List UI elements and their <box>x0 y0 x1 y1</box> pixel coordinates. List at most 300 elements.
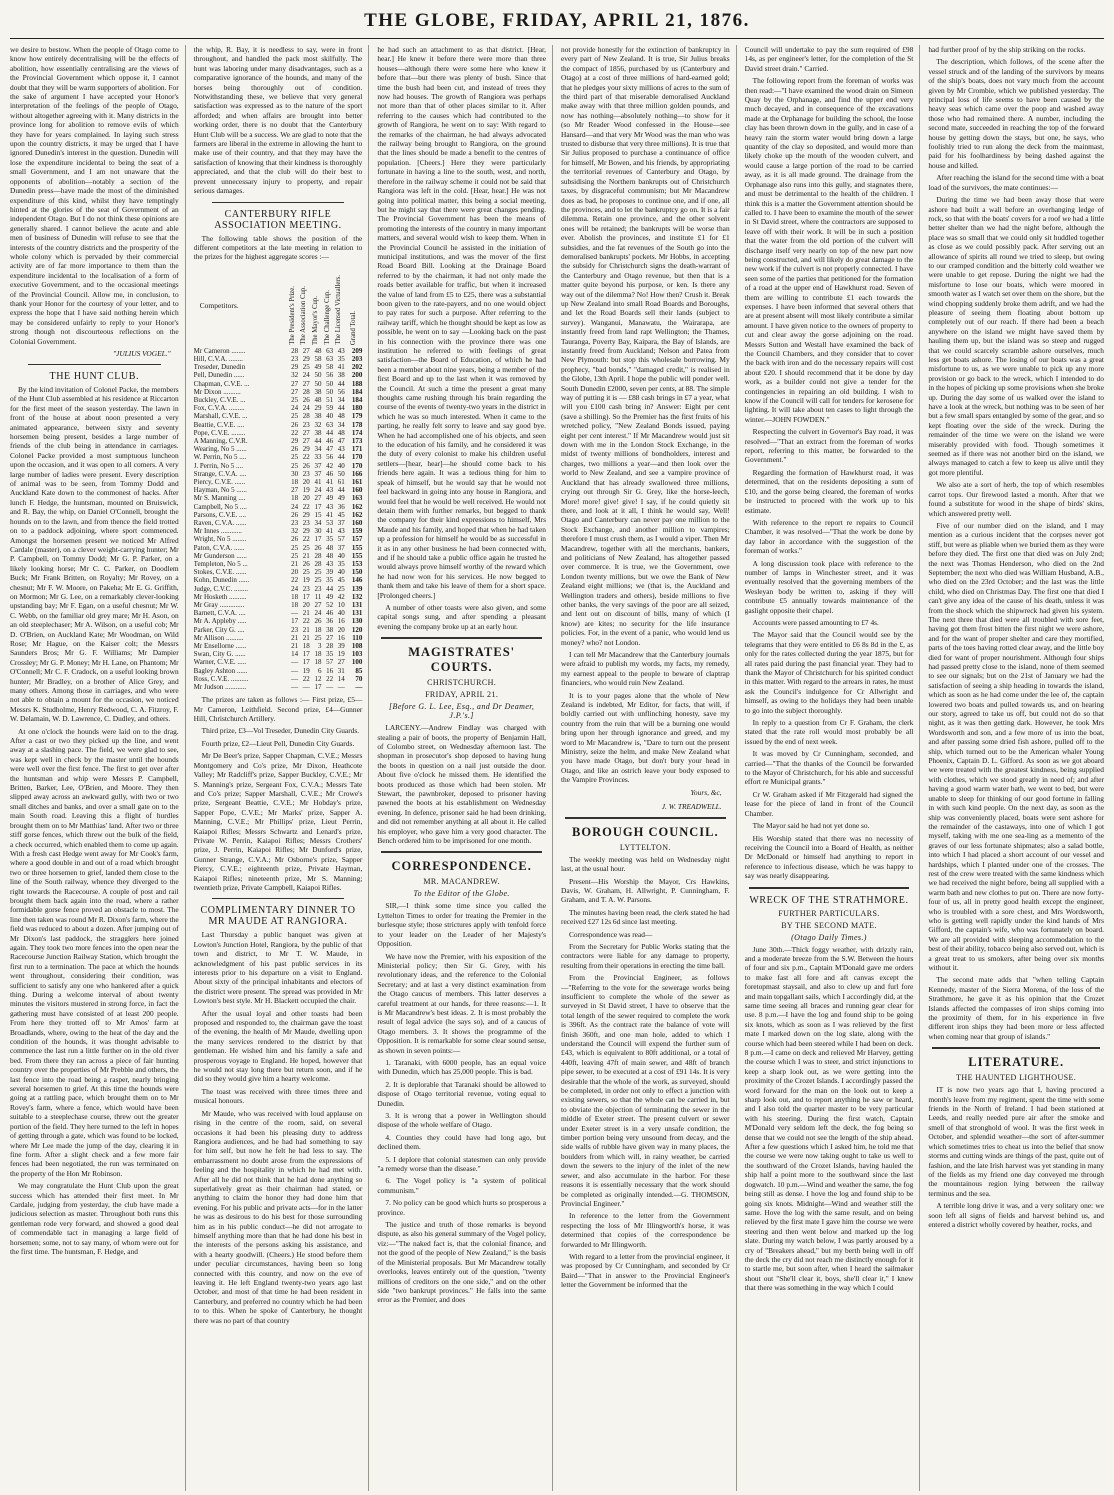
competitor-name: Mr Gray .............. <box>193 601 245 610</box>
table-row <box>194 675 363 683</box>
grand-total-cell: 188 <box>351 379 363 388</box>
signature: Yours, &c, <box>690 787 722 797</box>
score-cell: 35 <box>326 650 334 659</box>
table-row <box>194 380 363 388</box>
score-cell: 28 <box>314 560 322 568</box>
score-cell: 23 <box>302 518 310 527</box>
score-cell: 25 <box>291 551 299 560</box>
score-cell: 35 <box>326 535 334 544</box>
score-cell: 39 <box>337 642 345 651</box>
competitor-name: Treseder, Dunedin <box>193 363 246 372</box>
grand-total-cell: 160 <box>351 486 363 495</box>
grand-total-cell: 171 <box>351 445 363 454</box>
score-cell: 28 <box>302 412 310 421</box>
score-cell: 39 <box>326 568 334 577</box>
score-cell: 28 <box>326 642 334 651</box>
table-row <box>194 683 363 691</box>
article-paragraph: Present—His Worship the Mayor, Crs Hawkins, Davis, W. Graham, H. Allwright, P. Cunningham, F. Graham, and T. A. W. Parsons. <box>561 876 730 905</box>
score-cell: 31 <box>337 666 345 675</box>
score-cell: 27 <box>337 658 345 667</box>
grand-total-cell: 155 <box>351 543 363 552</box>
article-paragraph: Fourth prize, £2—Lieut Pell, Dunedin City Guards. <box>201 738 355 748</box>
score-cell: 40 <box>337 609 345 618</box>
signature: J. W. TREADWELL. <box>661 801 722 811</box>
score-cell: 43 <box>337 445 345 454</box>
table-row <box>194 445 363 453</box>
score-cell: 18 <box>291 601 299 610</box>
score-cell: 63 <box>326 346 334 355</box>
score-cell: 24 <box>314 609 322 618</box>
score-cell: 22 <box>291 576 299 585</box>
score-cell: 36 <box>337 502 345 511</box>
score-cell: 41 <box>326 477 334 486</box>
section-subheading: To the Editor of the Globe. <box>413 889 510 899</box>
score-cell: 40 <box>337 461 345 470</box>
score-cell: 27 <box>291 387 299 396</box>
article-paragraph: The Mayor said he had not yet done so. <box>752 821 870 831</box>
table-row <box>194 642 363 650</box>
score-cell: 27 <box>302 379 310 388</box>
score-cell: 50 <box>314 379 322 388</box>
score-cell: 56 <box>326 371 334 380</box>
grand-total-cell: 173 <box>351 436 363 445</box>
score-cell: 43 <box>326 486 334 495</box>
article-paragraph: The second mate adds that "when telling Captain Kennedy, master of the Sierra Morena, of the loss of the Strathmore, he gave it as his opinion that the Crozet Islands affected the compasses of iron ships coming into the proximity of them, for in his experience in five different iron ships they had been more or less affected when coming near that group of islands." <box>928 975 1104 1041</box>
column-header: The President's Prize. <box>288 285 296 345</box>
score-cell: 37 <box>337 543 345 552</box>
competitor-name: Strange, C.V.A. .... <box>193 469 247 478</box>
article-paragraph: 7. No policy can be good which hurts so prosperous a province. <box>377 1198 546 1217</box>
grand-total-cell: 153 <box>351 560 363 568</box>
score-cell: 56 <box>337 387 345 396</box>
score-cell: 20 <box>302 494 310 503</box>
score-cell: 38 <box>337 371 345 380</box>
score-cell: 34 <box>314 518 322 527</box>
score-cell: 49 <box>337 494 345 503</box>
competitor-name: Marshall, C.V.E. ... <box>193 412 248 421</box>
columns <box>10 39 1104 1491</box>
competitor-name: Mr Gunderson ...... <box>193 551 247 560</box>
grand-total-cell: 170 <box>351 461 363 470</box>
score-cell: 44 <box>314 436 322 445</box>
table-row <box>194 404 363 412</box>
competitor-name: Parsons, C.V.E. .... <box>193 510 247 519</box>
table-row <box>194 412 363 420</box>
score-cell: 61 <box>337 477 345 486</box>
competitor-name: Beattie, C.V.E. .... <box>193 420 245 429</box>
table-row <box>194 650 363 658</box>
table-row <box>194 421 363 429</box>
competitor-name: Campbell, No 5 .... <box>193 502 247 511</box>
score-cell: 35 <box>337 354 345 363</box>
score-cell: 29 <box>302 527 310 536</box>
article-paragraph: the whip, R. Bay, it is needless to say, were in front throughout, and handled the pack most skilfully. The hunt was laboring under many disadvantages, such as a comparative ignorance of the hounds, and many of the horses being thoroughly out of condition. Notwithstanding these, we believe that very general satisfaction was expressed as to the nature of the sport afforded; and when affairs are brought into better working order, there is no doubt that the Canterbury Hunt Club will be a success. We are glad to note that the farmers are liberal in the extreme in allowing the hunt to make use of their country, and that they may have the satisfaction of knowing that their kindness is thoroughly appreciated, and that the club will do their best to prevent unnecessary injury to property, and repair serious damages. <box>193 45 363 196</box>
score-cell: — <box>337 683 345 692</box>
score-cell: 25 <box>291 395 299 404</box>
article-paragraph: The following report from the foreman of works was then read:—"I have examined the wood drain on Simeon Quay by the Orphanage, and find the upper end very much decayed, and in consequence of the excavations made at the Orphanage for building the school, the loose clay has been thrown down in the gully, and in case of a heavy rain the storm water would bring down a large quantity of the clay so deposited, and would more than likely choke up the mouth of the wooden culvert, and would cause a large portion of the road to be carried away, as it is all made ground. The drainage from the Orphanage also runs into this gully, and stagnates there, and must be detrimental to the health of the children. I think this is a matter the Government attention should be called to. I have been to examine the mouth of the sewer in St David street, where the contractors are supposed to leave off with their work. It will be in such a position that the water from the old portion of the culvert will discharge itself very nearly on top of the new part now being constructed, and will likely do great damage to the new work if the culvert is not properly connected. I have seen some of the parties that petitioned for the formation of a road at the upper end of Hawkhurst road. Seven of them are willing to contribute £1 each towards the expenses. I have been informed that several others that are at present absent will most likely contribute a similar amount. I have given notice to the owners of property to cut and clear away the gorse adjoining on the road. Messrs Sutton and Westall have examined the back of the Council Chambers, and they consider that to cover the back with iron and do the necessary repairs will cost about £20. I should recommend that it be done by day work, as a builder could not give a tender for the contingencies in repairing an old building. I wish to know if the Council will call for tenders for kerosene for lighting. It will take about ten cases to light through the winter.—JOHN FOWDEN." <box>744 76 914 424</box>
score-cell: 29 <box>291 436 299 445</box>
score-cell: 30 <box>314 527 322 536</box>
score-cell: 32 <box>291 371 299 380</box>
score-cell: 18 <box>291 592 299 601</box>
score-cell: 19 <box>302 576 310 585</box>
score-cell: 48 <box>314 395 322 404</box>
competitor-name: Pope, C.V.E. ........ <box>193 428 246 437</box>
grand-total-cell: 85 <box>355 666 363 675</box>
competitor-name: J. Perrin, No 5 .... <box>193 461 244 470</box>
score-cell: 26 <box>302 461 310 470</box>
score-cell: — <box>302 683 310 692</box>
divider <box>381 851 542 853</box>
score-cell: 19 <box>302 486 310 495</box>
score-cell: 22 <box>302 674 310 683</box>
score-cell: 42 <box>337 592 345 601</box>
column-4 <box>561 45 737 1491</box>
article-paragraph: A long discussion took place with reference to the number of lamps in Winchester street, and it was eventually resolved that the governing members of the Wesleyan body be written to, asking if they will contribute £5 annually towards maintenance of the gaslight opposite their chapel. <box>744 558 914 615</box>
score-cell: — <box>291 666 299 675</box>
score-cell: 33 <box>314 453 322 462</box>
table-row <box>194 667 363 675</box>
grand-total-cell: 155 <box>351 551 363 560</box>
score-cell: 32 <box>314 420 322 429</box>
grand-total-cell: — <box>355 683 363 692</box>
grand-total-cell: 163 <box>351 494 363 503</box>
table-row <box>194 503 363 511</box>
score-cell: — <box>291 683 299 692</box>
grand-total-cell: 178 <box>351 420 363 429</box>
score-cell: 44 <box>326 584 334 593</box>
score-cell: 59 <box>326 404 334 413</box>
score-cell: 18 <box>302 642 310 651</box>
score-cell: 27 <box>314 601 322 610</box>
article-paragraph: Mr Maude, who was received with loud applause on rising in the centre of the room, said, on several occasions it had been his pleasing duty to address Rangiora audiences, and he had had something to say for him self, but now he felt he had less to say. The embarrassment no doubt arose from the expressions of feeling and the hospitality in which he had met with. After all he did not think that he had done anything so superlatively great as their chairman had stated, or anything to claim the honor they had done him that evening. For his public and private acts—for in the latter he was as desirous to do his best for those surrounding him as in his public conduct—he did not arrogate to himself anything more than that he had done his best in the interests of the persons asking his assistance, and with a hearty goodwill. (Cheers.) He stood before them under peculiar circumstances, having been so long connected with this country, and now on the eve of leaving it. He left England twenty-two years ago last October, and most of that time he had been resident in Canterbury, and preferred no country which he had been to to this. When he spoke of Canterbury, he thought there was no part of that country <box>193 1108 363 1325</box>
score-cell: 25 <box>291 543 299 552</box>
score-cell: 26 <box>302 395 310 404</box>
score-cell: 26 <box>291 510 299 519</box>
article-paragraph: he had such an attachment to as that district. [Hear, hear.] He knew it before there were more than three houses—although there were some here who knew it before that—but there was plenty of bush. Since that time the bush had been cut, and instead of trees they now had houses. The growth of Rangiora was perhaps not more than that of other places similar to it. After referring to the causes which had contributed to the growth of Rangiora, he went on to say: With regard to the remarks of the chairman, he had always advocated the railway being brought to Rangiora, on the ground that the lines should be made a benefit to the centres of population. [Cheers.] Here they were particularly fortunate in having a line to the south, west, and north, therefore in the railway scheme it could not be said that Rangiora was left in the cold. [Hear, hear.] He was not going into political matter, this being a social meeting, but he might say that there were great changes pending. The Provincial Government has been the means of promoting the interests of the country in many important matters, and several would wish to keep them. When in the Provincial Council he assisted in the initiation of municipal institutions, and was the mover of the first Road Board Bill. Looking at the Drainage Board referred to by the chairman, it had not only made the roads better available for traffic, but when it increased the value of land from £5 to £25, there was a substantial boon given to the rate-payers, and no one would object to pay rates for such a purpose. After referring to the railway tariff, which he thought should be kept as low as possible, he went on to say —Looking back on the past in his connection with the province there was one institution he referred to with feelings of great satisfaction—the Board of Education, of which he had been a member about nine years, being a member of the first Board and up to the last when it was removed by the Council. At such a time the present a great many thoughts came rushing through his brain regarding the course of the events of twenty-two years in the district in which he was so much interested. When it came to the parting, he really felt sorry to leave and say good bye. When he had accomplished one of his objects, and seen to the education of his family, and he considered it was the duty of every colonist to make his children useful settlers—[hear, hear]—he should come back to his friends here again. It was a tedious thing for him to speak of himself, but he would say that he would not feel backward in going into any house in Rangiora, and would feel that he would be well received. He would not detain them with further remarks, but begged to thank the company for their kind expressions to himself, Mrs Maude and his family, and hoped that when he had taken up a profession for himself he would be as successful in it as in any other business he had been connected with, and if he should take a public office again he trusted he would always prove himself worthy of the reward which he had now won for his services. He now begged to thank them and take his leave of them for a short space. [Prolonged cheers.] <box>377 45 546 600</box>
article-paragraph: I can tell Mr Macandrew that the Canterbury journals were afraid to publish my words, my facts, my remedy, my earnest appeal to the people to beware of claptrap financiers, who would ruin New Zealand. <box>561 650 730 688</box>
score-cell: 38 <box>314 387 322 396</box>
score-cell: 52 <box>326 601 334 610</box>
table-row <box>194 535 363 543</box>
article-paragraph: The weekly meeting was held on Wednesday night last, at the usual hour. <box>561 854 730 874</box>
grand-total-cell: 157 <box>351 535 363 544</box>
competitor-name: Mr Innes ............ <box>193 527 242 536</box>
article-paragraph: we desire to bestow. When the people of Otago come to know how entirely decentralising will be the effects of abolition, how essentially centralising are the views of the Provincial Government which oppose it, I cannot doubt that they will be warm supporters of abolition. For the sake of argument I have accepted your Honor's interpretation of the feelings of the people of Otago, without altogether agreeing with it. Many districts in the province long for abolition to remove evils of which they have for years complained. In laying such stress upon the country districts, it may be urged that I have ignored Dunedin's interest in the question. Dunedin will lose the expenditure incidental to being the seat of a small Government, and I am not unaware that the opponents of abolition—notably a section of the Dunedin press—have made the most of the diminished expenditure of this kind, whilst they have temptingly hinted at the glories of the seat of Government of an independent Otago. But I do not think these opinions are generally shared. I cannot believe the acute and able men of business of Dunedin will refuse to see that the interests of the country districts and the prosperity of the whole colony which is pervaded by their commercial activity are of far more importance to them than the expenditure incidental to the localisation of a form of executive Government, and to the occasional meetings of the Provincial Council. Allow me, in conclusion, to thank your Honor for the courtesy of your letter, and to express the hope that I have said nothing herein which may be considered unfairly to reply to your Honor's strong though not discourteous reflections on the Colonial Government. <box>10 45 179 346</box>
grand-total-cell: 150 <box>351 568 363 577</box>
score-cell: 27 <box>302 428 310 437</box>
article-paragraph: Respecting the culvert in Governor's Bay road, it was resolved—"That an extract from the foreman of works report, referring to this matter, be forwarded to the Government." <box>744 427 914 465</box>
article-paragraph: LARCENY.—Andrew Findlay was charged with stealing a pair of boots, the property of Benjamin Hall, of Colombo street, on Wednesday afternoon last. The shopman in prosecutor's shop deposed to having hung the boots in question on a nail just outside the door. About five o'clock he missed them. He identified the boots produced as those which had been stolen. Mr Stewart, the pawnbroker, deposed to prisoner having pawned the boots at his establishment on Wednesday evening. In defence, prisoner said he had been drinking, and did not remember anything at all about it. He called his employer, who gave him a very good character. The Bench ordered him to be imprisoned for one month. <box>377 723 546 846</box>
divider <box>565 817 726 819</box>
competitor-name: Mr Hosketh .......... <box>193 592 247 601</box>
article-paragraph: In reference to the letter from the Government respecting the loss of Mr Illingworth's horse, it was determined that copies of the correspondence be forwarded to Mr Illingworth. <box>561 1211 730 1249</box>
score-cell: 21 <box>302 551 310 560</box>
score-table-header-row <box>194 265 363 347</box>
score-cell: 45 <box>337 510 345 519</box>
score-cell: 45 <box>337 576 345 585</box>
article-paragraph: The following table shows the position of the different competitors at the late meeting in relation to the prizes for the highest aggregate scores :— <box>193 233 363 262</box>
score-cell: 26 <box>314 543 322 552</box>
article-paragraph: We may congratulate the Hunt Club upon the great success which has attended their first meet. In Mr Cardale, judging from yesterday, the club have made a judicious selection as master. Throughout both runs this gentleman rode very forward, and showed a good deal of commendable tact in managing a large field of horsemen; some, not to say many, of whom were out for the first time. The huntsman, F. Hedge, and <box>10 1181 179 1256</box>
score-cell: 48 <box>326 543 334 552</box>
grand-total-cell: 110 <box>352 633 363 642</box>
grand-total-cell: 202 <box>351 363 363 372</box>
table-row <box>194 363 363 371</box>
score-cell: 41 <box>337 363 345 372</box>
score-cell: 15 <box>314 510 322 519</box>
competitor-name: Pell, Dunedin ...... <box>193 371 245 380</box>
section-subheading: THE HAUNTED LIGHTHOUSE. <box>956 1073 1077 1083</box>
grand-total-cell: 162 <box>351 510 363 519</box>
score-cell: 26 <box>314 617 322 626</box>
score-cell: 21 <box>291 633 299 642</box>
grand-total-cell: 162 <box>351 502 363 511</box>
article-paragraph: Correspondence was read— <box>569 929 653 939</box>
score-cell: 20 <box>302 477 310 486</box>
competitor-name: Bagley Ashton ...... <box>193 666 248 675</box>
score-cell: 17 <box>314 683 322 692</box>
score-cell: 21 <box>302 609 310 618</box>
column-6 <box>928 45 1104 1491</box>
score-cell: 38 <box>314 412 322 421</box>
grand-total-cell: 108 <box>351 642 363 651</box>
grand-total-cell: 70 <box>355 674 363 683</box>
table-row <box>194 478 363 486</box>
article-paragraph: Mr De Beer's prize, Sapper Chapman, C.V.E.; Messrs Montgomery and Co's prize, Mr Dixon, Heathcote Valley; Mr Radcliff's prize, Sapper Buckley, C.V.E.; Mr S. Manning's prize, Sergeant Fox, C.V.A.; Messrs Tate and Co's prize; Sapper Marshall, C.V.E.; Mr Crowe's prize, Sergeant Beattie, C.V.E.; Mr Hobday's prize, Sapper Pope, C.V.E.; Mr Marks' prize, Sapper A. Manning, C.V.E.; Mr Phillips' prize, Lieut Perrin, Kaiapoi Rifles; Messrs Schwartz and Lenard's prize, Private W. Perrin, Kaiapoi Rifles; Messrs Crothers' prize, J. Perrin, Kaiapoi Rifles; Mr Dunford's prize, Gunner Strange, C.V.A.; Mr Osborne's prize, Sapper Piercy, C.V.E.; eighteenth prize, Private Hayman, Kaiapoi Rifles; nineteenth prize, Mr S. Manning; twentieth prize, Private Campbell, Kaiapoi Rifles. <box>193 751 363 892</box>
score-cell: 48 <box>337 428 345 437</box>
score-cell: 25 <box>302 568 310 577</box>
score-cell: 24 <box>314 486 322 495</box>
divider <box>381 637 542 639</box>
score-cell: 14 <box>337 674 345 683</box>
score-cell: 46 <box>326 436 334 445</box>
score-cell: 20 <box>337 625 345 634</box>
table-row <box>194 568 363 576</box>
score-cell: 34 <box>314 445 322 454</box>
score-cell: 10 <box>337 601 345 610</box>
score-cell: 23 <box>291 518 299 527</box>
table-row <box>194 609 363 617</box>
score-cell: 26 <box>291 420 299 429</box>
score-cell: 3 <box>317 642 322 651</box>
article-paragraph: We have now the Premier, with his exposition of the Ministerial policy; then Sir G. Grey, with his revolutionary ideas, and the reference to the Colonial Secretary; and at last a very distinct examination from the Otago caucus of members. This latter deserves a careful treatment at our hands, for three reasons:—1. It is Mr Macandrew's best ideas. 2. It is most probably the result of legal advice (he says so), and of a caucus of Otago members. 3. It shows the programme of the Opposition. It is remarkable for some clear sound sense, as shown in seven points:— <box>377 951 546 1055</box>
score-cell: 27 <box>314 494 322 503</box>
divider <box>749 887 910 889</box>
score-cell: 18 <box>314 625 322 634</box>
score-cell: 49 <box>314 363 322 372</box>
score-cell: 37 <box>314 469 322 478</box>
score-cell: 6 <box>317 666 322 675</box>
score-cell: 46 <box>326 469 334 478</box>
article-paragraph: With reference to the report re repairs to Council Chamber, it was resolved—"That the work be done by day labor in accordance with the suggestion of the foreman of works." <box>744 517 914 556</box>
score-cell: 27 <box>302 346 310 355</box>
competitor-name: Piercy, C.V.E. ...... <box>193 477 246 486</box>
article-paragraph: The Mayor said that the Council would see by the telegrams that they were entitled to £6 8s 8d in the £, as only for the rates collected during the year 1875, but for all rates paid during the past financial year. They had to thank the Mayor of Christchurch for his spirited conduct in this matter. With regard to the arrears in rates, he must ask the Council's indulgence for Cr Allwright and himself, as owing to the holidays they had been unable to go into the subject thoroughly. <box>744 630 914 715</box>
score-cell: 43 <box>326 502 334 511</box>
competitor-name: W. Perrin, No 5 .... <box>193 453 247 462</box>
score-cell: 48 <box>326 551 334 560</box>
score-cell: 44 <box>337 404 345 413</box>
article-paragraph: not provide honestly for the extinction of bankruptcy in every part of New Zealand. It is true, Sir Julius breaks the compact of 1856, purchased by us (Canterbury and Otago) at a cost of three millions of hard-earned gold; that he pledges your sixty millions of acres to the sum of the third part of that miserable demoralised Auckland make away with that three million golden pounds, and now has nothing—absolutely nothing—to show for it (so Mr Reader Wood confessed in the House—see Hansard—and that very Mr Wood was the man who was trusted to disburse that very three millions). It is true that Sir Julius proposed to purchase a continuance of office for himself, Mr Bowen, and his friends, by appropriating the territorial revenues of Canterbury and Otago, by subsidising the Northern bankrupts out of Christchurch taxes, by disgraceful communism; but Mr Macandrew does as bad, he proposes to continue one, and if one, all the provinces, and to let the bankruptcy go on. It is a fair dilemma. Retain one province, and the other solvent ones will be retained; the bankrupts will be worse than ever. Abolish the provinces, and institute £1 for £1 subsidies, and the fat revenues of the South go into the demoralised bankrupts' pockets. Mr Hobbs, in accepting the subsidy for Christchurch signs the death-warrant of the Canterbury and Otago revenue, but then that is a matter quite beyond his purpose, or ken. Is there any way out of the dilemma? No! How then? Crush it. Break up New Zealand into small Road Boards and Boroughs, and let the Road Boards sell their lands (subject to survey). Wanganui, Manawatu, the Wairarapa, are instantly freed from land rapt Wellington; the Thames, Tauranga, Poverty Bay, Kaipara, the Bay of Islands, are instantly freed from Auckland; Nelson and Patea from New Plymouth: but stop this wholesale borrowing. My prophecy, "bad bonds," "damaged credit," is realised in the Globe, 13th April. I hope the public will ponder well. South Dunedin £2000, seven per cents, at 88. The simple way of putting it is — £88 cash brings in £7 a year, what will you £100 cash bring in? Answer: Eight per cent (save a shilling). So the Premier has the first fruits of his wretched policy, "New Zealand Bonds issued, paying eight per cent interest." If Mr Macandrew would just sit down with me in the London Stock Exchange, in the midst of twenty millions of bondholders, interest and charges, two millions a year—and then look over the world to New Zealand, and see a vampire province of Auckland that has already swallowed three millions, crying out through Sir G. Grey, like the horse-leech, More! more! give! give! I say, if he could quietly sit there, and look at it all, I think he would say, Well! Otago and Canterbury can never pay one million to the Stock Exchange, and another million to vampires; therefore I must crush them, as I would a viper. Then Mr Macandrew, together with all the merchants, bankers, and politicians of New Zealand, has altogether passed over commerce. It is true, we the Government, owe London twenty millions, but we owe the Bank of New Zealand eight millions; we (that is, the Auckland and Wellington traders and others), beside millions to five other banks, the very savings of the poor are all seized, and lent out on discount of bills, many of which (I know) are kites; no security for the life insurance policies. For, in the event of a panic, who would lend us money? who? not London. <box>561 45 730 647</box>
score-cell: 30 <box>291 469 299 478</box>
score-cell: 20 <box>291 568 299 577</box>
competitor-name: Mr Allison .......... <box>193 633 244 642</box>
competitor-name: Barnett, C.V.A. .... <box>193 609 246 618</box>
score-cell: 23 <box>291 354 299 363</box>
score-cell: 56 <box>326 453 334 462</box>
article-paragraph: Council will undertake to pay the sum required of £98 14s, as per engineer's letter, for the completion of the St David street drain." Carried. <box>744 45 914 73</box>
competitor-name: Mr Ensellorne ...... <box>193 642 247 651</box>
table-row <box>194 527 363 535</box>
table-row <box>194 601 363 609</box>
score-cell: 24 <box>302 371 310 380</box>
section-heading: WRECK OF THE STRATHMORE. <box>749 894 909 906</box>
score-cell: 43 <box>326 560 334 568</box>
score-cell: 22 <box>302 535 310 544</box>
score-cell: 17 <box>302 592 310 601</box>
competitor-name: Paton, C.V.A. ...... <box>193 543 245 552</box>
competitor-name: Parker, City G. .... <box>193 625 245 634</box>
table-row <box>194 355 363 363</box>
score-cell: 47 <box>337 436 345 445</box>
article-paragraph: 6. The Vogel policy is "a system of political communism." <box>377 1176 546 1195</box>
article-paragraph: The prizes are taken as follows :— First prize, £5—Mr Cameron, Leithfield. Second prize, £4—Gunner Hill, Christchurch Artillery. <box>193 695 363 724</box>
score-cell: — <box>326 683 334 692</box>
score-cell: 48 <box>337 412 345 421</box>
article-paragraph: 5. I deplore that colonial statesmen can only provide "a remedy worse than the disease." <box>377 1154 546 1174</box>
score-cell: 26 <box>291 445 299 454</box>
score-cell: 23 <box>302 469 310 478</box>
grand-total-cell: 161 <box>351 477 363 486</box>
section-heading: COMPLIMENTARY DINNER TO MR MAUDE AT RANGIORA. <box>200 905 356 928</box>
signature: "JULIUS VOGEL." <box>112 349 171 358</box>
score-cell: 14 <box>291 650 299 659</box>
score-cell: 18 <box>314 658 322 667</box>
score-cell: 17 <box>302 650 310 659</box>
grand-total-cell: 209 <box>351 346 363 355</box>
competitor-name: Ross, C.V.E. .......... <box>193 674 249 683</box>
score-cell: 23 <box>302 584 310 593</box>
column-header: Grand Total. <box>350 310 358 345</box>
score-cell: 26 <box>302 560 310 568</box>
score-cell: 42 <box>326 461 334 470</box>
article-paragraph: 2. It is deplorable that Taranaki should be allowed to dispose of Otago territorial revenue, voting equal to Dunedin. <box>377 1079 546 1108</box>
competitor-name: Mr Judson ............ <box>193 683 247 692</box>
article-paragraph: Regarding the formation of Hawkhurst road, it was determined, that on the residents depositing a sum of £10, and the gorse being cleared, the foreman of works be instructed to proceed with the work up to his estimate. <box>744 467 914 515</box>
score-cell: 41 <box>314 477 322 486</box>
score-cell: 43 <box>337 527 345 536</box>
score-cell: 35 <box>337 560 345 568</box>
score-cell: 57 <box>326 658 334 667</box>
section-heading: CORRESPONDENCE. <box>391 859 532 874</box>
grand-total-cell: 131 <box>351 609 363 618</box>
article-paragraph: The toast was received with three times three and musical honours. <box>193 1086 363 1106</box>
table-row <box>194 626 363 634</box>
table-row <box>194 388 363 396</box>
grand-total-cell: 159 <box>351 527 363 536</box>
score-cell: 18 <box>314 650 322 659</box>
grand-total-cell: 203 <box>351 354 363 363</box>
section-subheading: MR. MACANDREW. <box>423 877 500 887</box>
grand-total-cell: 170 <box>351 453 363 462</box>
competitor-name: Judge, C.V.C. ........ <box>193 584 248 593</box>
competitor-name: Kohn, Dunedin ...... <box>193 576 250 585</box>
grand-total-cell: 166 <box>351 469 363 478</box>
competitor-name: Chapman, C.V.E. ... <box>193 379 250 388</box>
article-paragraph: IT is now two years ago that I, having procured a month's leave from my regiment, spent the time with some friends in the North of Ireland. I had been stationed at Leeds, and really needed pure air after the smoke and smell of that stronghold of wool. It was the first week in October, and splendid weather—the sort of after-summer which sometimes tries to cheat us into the belief that snow storms and cutting winds are things of the past, quite out of fashion, and the late Irish harvest was yet standing in many of the fields as my friend one day conveyed me through the mountainous region lying between the railway terminus and the sea. <box>928 1085 1104 1198</box>
competitor-name: A Manning, C.V.R. <box>193 436 248 445</box>
article-paragraph: In reply to a question from Cr F. Graham, the clerk stated that the rate roll would most probably be all issued by the end of next week. <box>744 718 914 746</box>
grand-total-cell: 184 <box>351 387 363 396</box>
section-subheading: FRIDAY, APRIL 21. <box>425 690 499 700</box>
score-cell: 53 <box>326 518 334 527</box>
score-cell: 35 <box>326 576 334 585</box>
article-paragraph: From the Provincial Engineer, as follows —"Referring to the vote for the sewerage works being insufficient to complete the whole of the sewer as surveyed in St David street, I have to observe that the total length of the sewer required to complete the work is 396ft. As the contract rate the balance of vote will finish 360ft, and one man hole, added to which I understand the Council will expend the further sum of £43, which is equivalent to 80ft additional, or a total of 440ft, leaving 47ft of main sewer, and 48ft of branch pipe sewer, to be executed at a cost of £91 14s. It is very desirable that the whole of the work, as surveyed, should be completed, in order not only to effect a junction with existing sewers, so that the whole can be carried in, but to obviate the objection of terminating the sewer in the middle of Exeter street. The present culvert or sewer under Exeter street is in a very unsafe condition, the timber portion being very unsound from decay, and the side walls of rubble have given way in many places, the boulders from which will, in rainy weather, be carried down the sewers to the injury of the inlet of the new sewer, and also accumulate in the harbor. For these reasons it is essentially necessary that the work should be completed as originally intended.—G. THOMSON, Provincial Engineer." <box>561 973 730 1208</box>
article-paragraph: From the Secretary for Public Works stating that the contractors were liable for any damage to property, resulting from their operations in erecting the time ball. <box>561 941 730 970</box>
column-5 <box>745 45 921 1491</box>
grand-total-cell: 100 <box>351 658 363 667</box>
table-row <box>194 576 363 584</box>
score-cell: 22 <box>302 502 310 511</box>
score-cell: 50 <box>337 469 345 478</box>
table-row <box>194 585 363 593</box>
score-cell: 38 <box>314 428 322 437</box>
score-cell: 21 <box>291 642 299 651</box>
article-paragraph: After the usual loyal and other toasts had been proposed and responded to, the chairman gave the toast of the evening, the health of Mr Maude, dwelling upon the many services rendered to the district by that gentleman. He wished him and his family a safe and prosperous voyage to England. He hoped, however that he would not stay long there but return soon, and if he did so they would give him a hearty welcome. <box>193 1008 363 1084</box>
score-cell: — <box>291 609 299 618</box>
score-cell: 28 <box>291 346 299 355</box>
table-row <box>194 429 363 437</box>
section-subheading: (Otago Daily Times.) <box>791 932 867 942</box>
score-cell: 16 <box>337 633 345 642</box>
score-cell: 23 <box>314 584 322 593</box>
score-cell: — <box>291 674 299 683</box>
score-cell: 27 <box>326 633 334 642</box>
article-paragraph: After reaching the island for the second time with a boat load of the survivors, the mate continues:— <box>928 173 1104 192</box>
article-paragraph: A number of other toasts were also given, and some capital songs sung, and after spending a pleasant evening the company broke up at an early hour. <box>377 602 546 631</box>
score-cell: 17 <box>314 502 322 511</box>
article-paragraph: 4. Counties they could have had long ago, but declined them. <box>377 1132 546 1152</box>
score-cell: 24 <box>291 404 299 413</box>
article-paragraph: It is to your pages alone that the whole of New Zealand is indebted, Mr Editor, for facts, that will, if boldly carried out with unflinching honesty, save my country from the ruin that will be a burning one would bring upon her through ignorance and greed, and my word to Mr Macandrew is, "Dare to turn out the present Ministry, seize the helm, and make New Zealand what you have made Otago, but don't bury your head in Otago, and like an ostrich leave your body exposed to the Vampire Provinces. <box>561 690 730 785</box>
section-heading: BOROUGH COUNCIL. <box>572 824 719 839</box>
column-header: The Mayor's Cup. <box>312 295 320 345</box>
score-cell: 23 <box>291 625 299 634</box>
score-cell: 22 <box>302 453 310 462</box>
score-cell: 19 <box>337 650 345 659</box>
section-heading: THE HUNT CLUB. <box>49 371 140 382</box>
score-cell: 58 <box>314 354 322 363</box>
score-cell: 17 <box>302 658 310 667</box>
score-cell: 38 <box>326 625 334 634</box>
score-cell: 25 <box>302 543 310 552</box>
table-row <box>194 617 363 625</box>
score-cell: 57 <box>337 535 345 544</box>
section-subheading: [Before G. L. Lee, Esq., and Dr Deamer, J.P.'s.] <box>389 702 535 721</box>
column-header: The Association Cup. <box>300 286 308 345</box>
score-cell: 49 <box>326 592 334 601</box>
column-1 <box>10 45 186 1491</box>
masthead <box>10 8 1104 39</box>
table-row <box>194 486 363 494</box>
article-paragraph: Five of our number died on the island, and I may mention as a curious incident that the corpses never got stiff, but were as pliable when we buried them as they were before they died. The first one that died was on July 2nd; the next was Thomas Henderson, who died on the 2nd September; the next who died was William Husband, A.B., who died on the 23rd October; and the last was the little child, who died on Christmas Day. The first one that died I can't give any idea of the cause of his death, unless it was from the shock which the shipwreck had given his system. The next three that died were all troubled with sore feet, having got them frost bitten the first night we were ashore, and for the want of proper shelter and care they mortified, parts of the toes having rotted clear away, and the little boy died for want of proper nourishment. Although four ships had passed pretty close to the island, none of them seemed to see our signals; but on the 21st of January we had the satisfaction of seeing a ship heading in towards the island, which as soon as he had come under the lee of, the captain lowered two boats and pulled towards us, and on hearing our story, agreed to take us off, but could not do so that night, as it was then getting dark. However, he took Mrs Wordsworth and son, and a few more of us into the boat, and after passing some dried fish ashore, pulled off to the ship, which turned out to be the American whaler Young Phoenix, Captain D. L. Gifford. As soon as we got aboard we were treated with the greatest kindness, being supplied with clothes, which we stood greatly in need of; and after having a good warm water bath, we went to bed, but were unable to sleep for thinking of our good fortune in falling in with such kind people. On the next day, as soon as the ship was conveniently placed, boats were sent ashore for the remainder of the castaways, into one of which I got myself, taking with me one sea-ling as a memento of the graves of our less fortunate shipmates; also a salad bottle, into which I had placed a short account of our vessel and hardships, which I planted under one of the crosses. The rest of the crew were treated with the same kindness which we had received the night before, being all supplied with a warm bath and new clothes to put on. There are now forty-four of us, all in pretty good health except the engineer, who is troubled with a sore chest, and Mrs Wordsworth, who is getting well rapidly under the kind hands of Mrs Gifford, the captain's wife, who was fortunately on board. We are all provided with sleeping accommodation to the best of their ability, tobacco being also served out, which is a great treat to us smokers, after being over six months without it. <box>928 520 1104 972</box>
grand-total-cell: 146 <box>351 576 363 585</box>
competitor-name: Mr S. Manning .... <box>193 494 246 503</box>
score-cell: 27 <box>302 436 310 445</box>
table-row <box>194 634 363 642</box>
competitor-name: Raven, C.V.A. ...... <box>193 518 247 527</box>
